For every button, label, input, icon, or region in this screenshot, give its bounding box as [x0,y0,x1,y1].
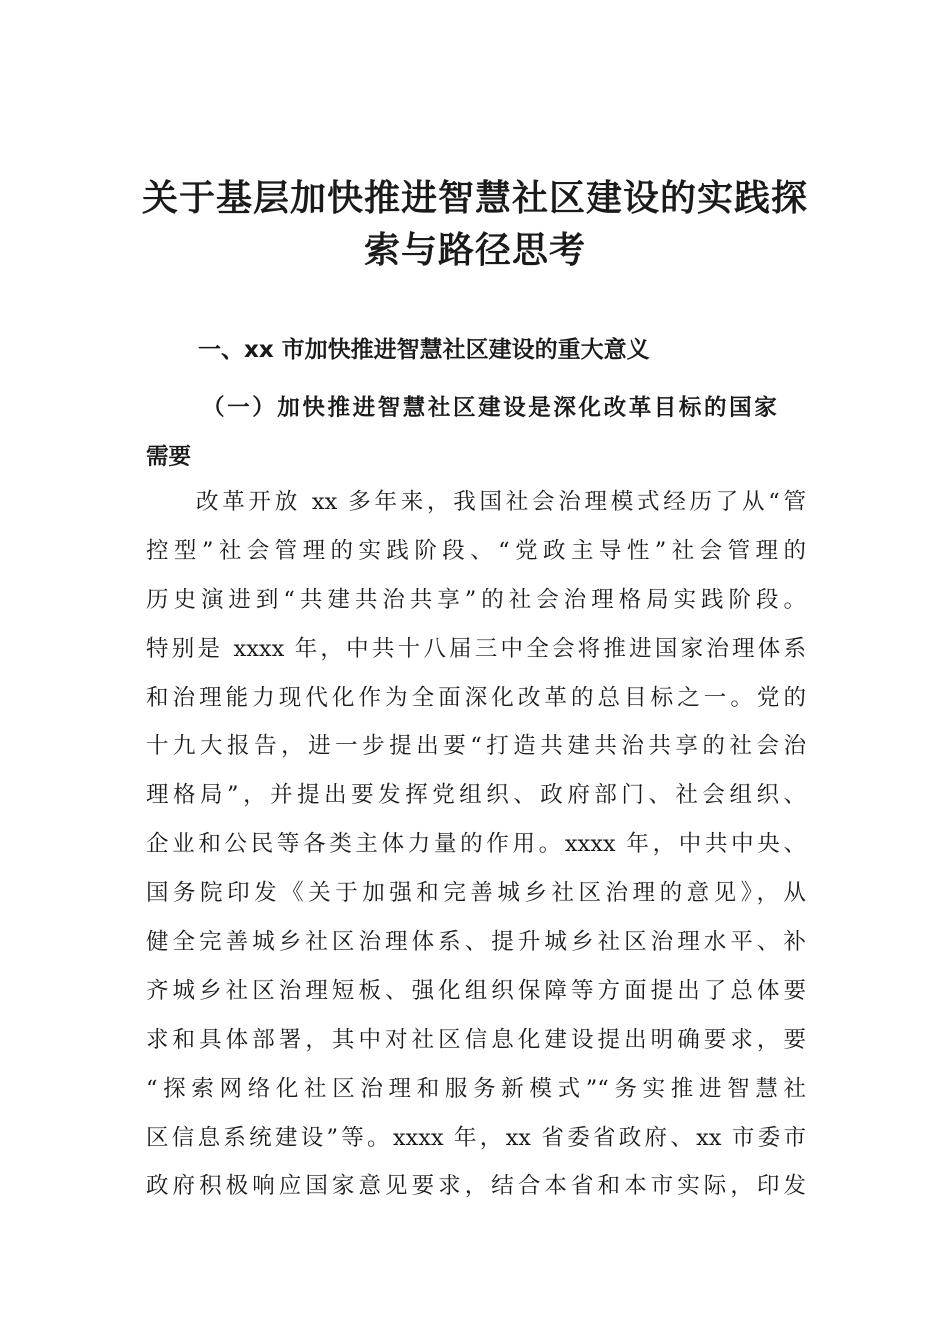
body-paragraph [146,478,806,1211]
body-line: 齐城乡社区治理短板、强化组织保障等方面提出了总体要 [146,977,806,1004]
title-line: 关于基层加快推进智慧社区建设的实践探 [141,177,808,219]
body-line: 健全完善城乡社区治理体系、提升城乡社区治理水平、补 [146,929,806,956]
body-line: 理格局”，并提出要发挥党组织、政府部门、社会组织、 [146,782,806,809]
section-heading: 一、xx 市加快推进智慧社区建设的重大意义 [198,337,650,363]
body-line: 特别是 xxxx 年，中共十八届三中全会将推进国家治理体系 [146,635,806,662]
title-line: 索与路径思考 [363,229,586,271]
body-line: 控型”社会管理的实践阶段、“党政主导性”社会管理的 [146,537,806,564]
body-line: 政府积极响应国家意见要求，结合本省和本市实际，印发 [146,1173,806,1200]
body-line: 国务院印发《关于加强和完善城乡社区治理的意见》，从 [146,880,806,907]
document-title [140,172,810,276]
subsection-heading [146,384,806,481]
subsection-heading-line: （一）加快推进智慧社区建设是深化改革目标的国家 [202,395,780,421]
body-line: 十九大报告，进一步提出要“打造共建共治共享的社会治 [146,733,806,760]
body-line: 和治理能力现代化作为全面深化改革的总目标之一。党的 [146,684,806,711]
body-line: 企业和公民等各类主体力量的作用。xxxx 年，中共中央、 [146,831,806,858]
subsection-heading-line: 需要 [146,443,192,470]
body-line: 改革开放 xx 多年来，我国社会治理模式经历了从“管 [196,489,806,515]
body-line: 区信息系统建设”等。xxxx 年，xx 省委省政府、xx 市委市 [146,1124,806,1151]
body-line: 历史演进到“共建共治共享”的社会治理格局实践阶段。 [146,586,806,613]
body-line: 求和具体部署，其中对社区信息化建设提出明确要求，要 [146,1026,806,1053]
body-line: “探索网络化社区治理和服务新模式”“务实推进智慧社 [146,1075,806,1102]
